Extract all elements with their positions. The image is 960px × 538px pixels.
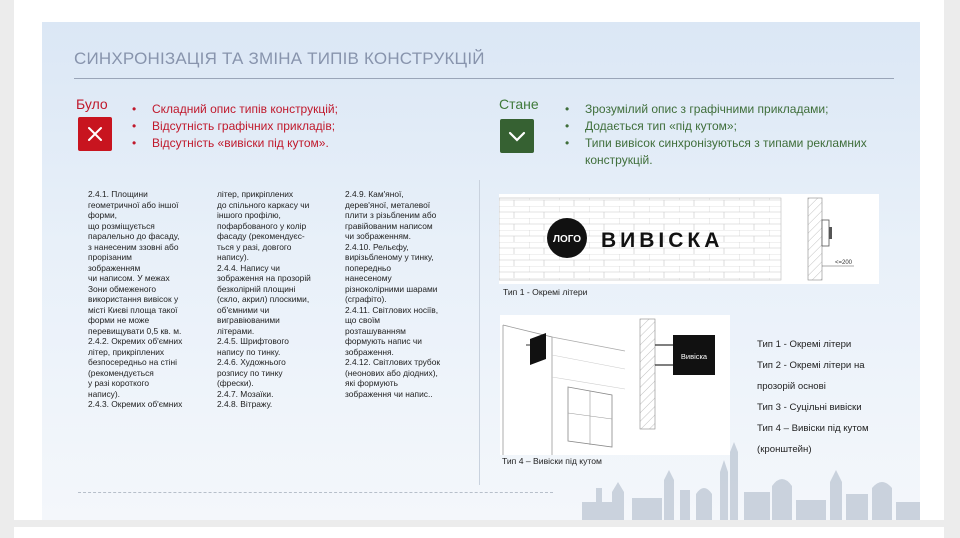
legend-item: Тип 2 - Окремі літери на bbox=[757, 360, 865, 371]
regulation-line: з нанесеним ззовні або bbox=[88, 241, 179, 252]
regulation-line: форми, bbox=[88, 210, 117, 220]
regulation-line: (фрески). bbox=[217, 378, 254, 388]
regulation-line: іншого профілю, bbox=[217, 210, 281, 220]
regulation-line: літер, прикріплених bbox=[88, 346, 165, 357]
new-list-item: • Додається тип «під кутом»; bbox=[565, 119, 737, 133]
regulation-line: (сграфіто). bbox=[345, 294, 387, 304]
box-sign-text: Вивіска bbox=[680, 352, 708, 361]
new-list-item: • Зрозумілий опис з графічними прикладами; bbox=[565, 102, 829, 116]
vertical-divider bbox=[479, 180, 480, 485]
regulation-line: геометричної або іншої bbox=[88, 199, 179, 210]
regulation-line: пофарбованого у колір bbox=[217, 220, 307, 231]
regulation-line: (рекомендується bbox=[88, 367, 154, 378]
regulation-line: зображення на прозорій bbox=[217, 273, 311, 283]
regulation-line: паралельно до фасаду, bbox=[88, 231, 180, 241]
old-heading: Було bbox=[76, 96, 108, 112]
regulation-line: зображенням bbox=[88, 262, 141, 273]
legend-item: (кронштейн) bbox=[757, 444, 812, 455]
regulation-line: 2.4.4. Напису чи bbox=[217, 262, 280, 273]
chevron-down-icon bbox=[500, 119, 534, 153]
regulation-line: 2.4.3. Окремих об'ємних bbox=[88, 399, 183, 409]
regulation-column-3 bbox=[345, 189, 440, 399]
cross-icon bbox=[78, 117, 112, 151]
new-list-item: • Типи вивісок синхронізуються з типами рекламних конструкцій. bbox=[565, 136, 867, 167]
regulation-line: безпосередньо на стіні bbox=[88, 357, 178, 367]
regulation-line: використання вивісок у bbox=[88, 294, 179, 304]
regulation-column-1 bbox=[88, 189, 182, 410]
regulation-line: 2.4.8. Вітражу. bbox=[217, 399, 273, 409]
legend-item: Тип 4 – Вивіски під кутом bbox=[757, 423, 869, 434]
regulation-line: зображення чи напис.. bbox=[345, 388, 433, 399]
facade-brick-drawing bbox=[499, 194, 879, 284]
city-skyline-decoration bbox=[572, 442, 920, 520]
regulation-line: чи зображенням. bbox=[345, 231, 412, 241]
regulation-line: вирізьбленому у тинку, bbox=[345, 252, 434, 262]
regulation-line: гравійованим написом bbox=[345, 220, 433, 231]
regulation-line: ться у разі, довгого bbox=[217, 241, 292, 252]
regulation-line: 2.4.5. Шрифтового bbox=[217, 336, 289, 346]
regulation-line: (скло, акрил) плоскими, bbox=[217, 294, 310, 304]
regulation-line: літер, прикріплених bbox=[217, 189, 294, 199]
regulation-line: розташуванням bbox=[345, 325, 406, 336]
legend-item: Тип 3 - Суцільні вивіски bbox=[757, 402, 862, 413]
regulation-line: напису по тинку. bbox=[217, 346, 281, 357]
old-list bbox=[132, 101, 338, 152]
regulation-line: літерами. bbox=[217, 325, 255, 336]
regulation-line: напису). bbox=[217, 252, 249, 262]
slide-title: СИНХРОНІЗАЦІЯ ТА ЗМІНА ТИПІВ КОНСТРУКЦІЙ bbox=[74, 49, 485, 68]
separate-letters-drawing bbox=[499, 194, 879, 284]
regulation-line: у разі короткого bbox=[88, 378, 150, 388]
regulation-line: прорізаним bbox=[88, 252, 132, 262]
regulation-line: 2.4.11. Світлових носіїв, bbox=[345, 304, 439, 315]
dashed-divider bbox=[78, 492, 553, 493]
new-list bbox=[565, 101, 905, 169]
regulation-line: 2.4.6. Художнього bbox=[217, 357, 286, 367]
regulation-line: до спільного каркасу чи bbox=[217, 199, 310, 210]
regulation-line: що своїм bbox=[345, 315, 381, 325]
dimension-label: <=200 bbox=[835, 260, 853, 266]
regulation-line: безколірній площині bbox=[217, 283, 296, 294]
legend-item: Тип 1 - Окремі літери bbox=[757, 339, 852, 350]
drawing-1-caption: Тип 1 - Окремі літери bbox=[503, 287, 588, 297]
regulation-line: формують напис чи bbox=[345, 336, 422, 346]
drawing-2-caption: Тип 4 – Вивіски під кутом bbox=[502, 456, 602, 466]
old-list-item: • Відсутність «вивіски під кутом». bbox=[132, 136, 329, 150]
regulation-line: 2.4.10. Рельєфу, bbox=[345, 241, 409, 252]
regulation-line: об'ємними чи bbox=[217, 304, 270, 315]
regulation-line: зображення. bbox=[345, 346, 394, 357]
regulation-line: 2.4.2. Окремих об'ємних bbox=[88, 336, 183, 346]
regulation-line: попередньо bbox=[345, 262, 392, 273]
regulation-line: місті Києві площа такої bbox=[88, 304, 178, 315]
regulation-line: 2.4.9. Кам'яної, bbox=[345, 189, 404, 199]
regulation-line: вигравіюваними bbox=[217, 315, 280, 325]
regulation-line: які формують bbox=[345, 378, 398, 388]
legend-item: прозорій основі bbox=[757, 381, 826, 392]
regulation-line: плити з різьбленим або bbox=[345, 210, 437, 220]
old-list-item: • Складний опис типів конструкцій; bbox=[132, 102, 338, 116]
regulation-line: нанесеному bbox=[345, 273, 392, 283]
regulation-line: чи написом. У межах bbox=[88, 273, 170, 283]
next-page-edge bbox=[14, 527, 944, 538]
regulation-line: перевищувати 0,5 кв. м. bbox=[88, 325, 182, 336]
old-list-item: • Відсутність графічних прикладів; bbox=[132, 119, 336, 133]
regulation-line: 2.4.1. Площини bbox=[88, 189, 148, 199]
regulation-line: форми не може bbox=[88, 315, 150, 325]
regulation-column-2 bbox=[217, 189, 311, 410]
slide bbox=[42, 22, 920, 520]
regulation-line: напису). bbox=[88, 388, 120, 399]
title-divider bbox=[74, 78, 894, 79]
regulation-line: розпису по тинку bbox=[217, 367, 283, 378]
building-angle-drawing bbox=[500, 315, 730, 455]
regulation-line: (неонових або діодних), bbox=[345, 367, 438, 378]
regulation-line: різноколірними шарами bbox=[345, 283, 438, 294]
regulation-line: 2.4.12. Світлових трубок bbox=[345, 357, 441, 367]
regulation-line: Зони обмеженого bbox=[88, 283, 157, 294]
regulation-line: що розміщується bbox=[88, 220, 155, 231]
regulation-line: фасаду (рекомендуєс- bbox=[217, 231, 305, 241]
new-heading: Стане bbox=[499, 96, 539, 112]
sign-text: ВИВІСКА bbox=[601, 229, 724, 252]
regulation-line: дерев'яної, металевої bbox=[345, 199, 431, 210]
regulation-line: 2.4.7. Мозаїки. bbox=[217, 388, 274, 399]
angled-sign-drawing bbox=[500, 315, 730, 455]
logo-text: ЛОГО bbox=[552, 234, 582, 245]
